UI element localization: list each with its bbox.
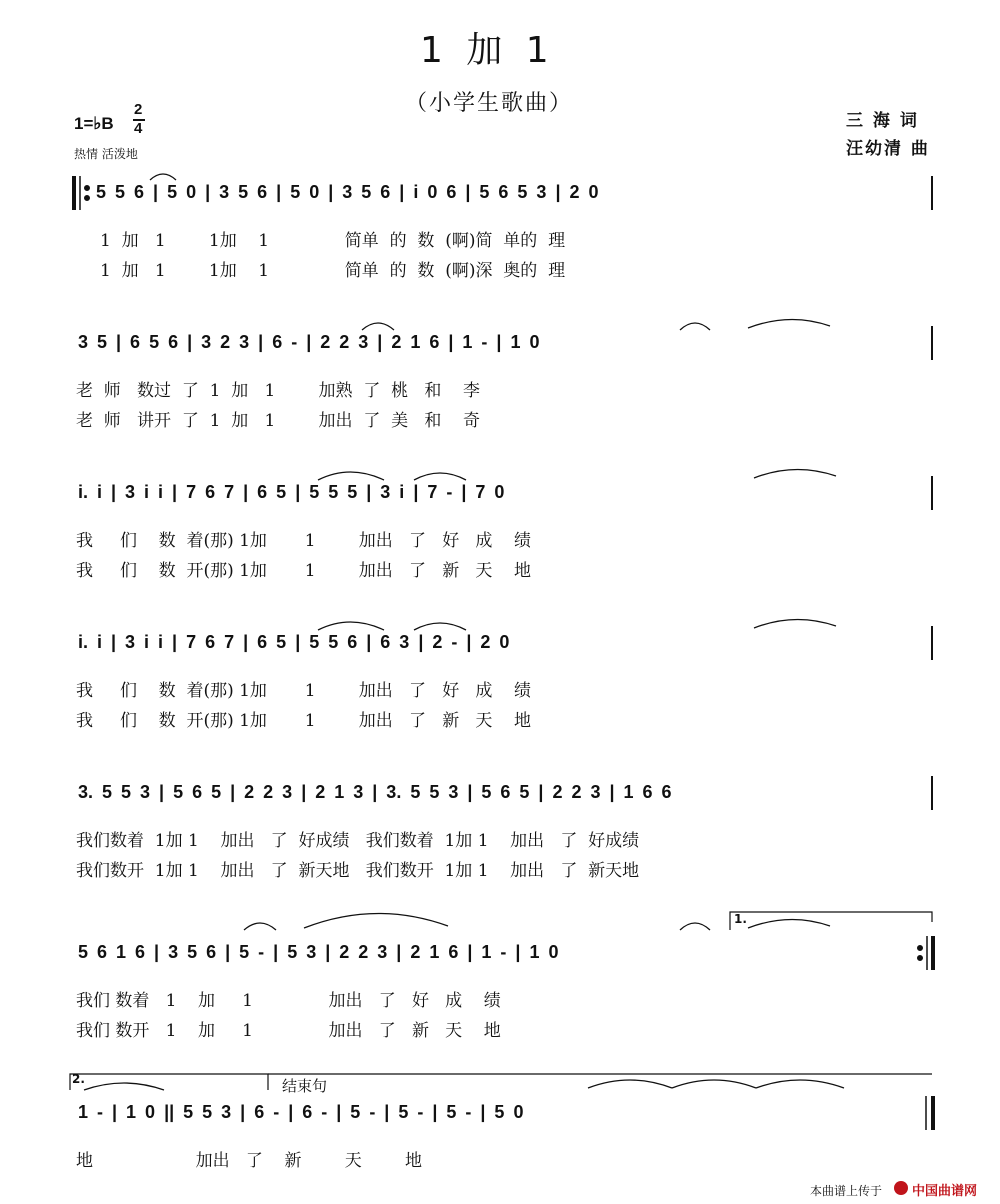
key-signature: 1=♭B (74, 114, 114, 133)
site-logo-icon (894, 1181, 908, 1195)
lyric-line: 老 师 讲开 了 1 加 1 加出 了 美 和 奇 (76, 411, 480, 431)
lyric-line: 我 们 数 开(那) 1加 1 加出 了 新 天 地 (76, 561, 532, 581)
lyric-line: 1 加 1 1加 1 简单 的 数 (啊)深 奥的 理 (100, 261, 566, 281)
tempo-marking: 热情 活泼地 (74, 147, 138, 161)
song-subtitle: （小学生歌曲） (405, 91, 574, 116)
time-signature-bottom: 4 (134, 120, 143, 137)
notation-line: 5 5 6 | 5 0 | 3 5 6 | 5 0 | 3 5 6 | i 0 6 | 5 6 5 3 | 2 0 (96, 182, 599, 202)
lyric-line: 我 们 数 着(那) 1加 1 加出 了 好 成 绩 (76, 531, 532, 551)
time-signature-top: 2 (134, 101, 143, 118)
notation-line: i. i | 3 i i | 7 6 7 | 6 5 | 5 5 5 | 3 i | 7 - | 7 0 (78, 482, 505, 502)
song-title: 1 加 1 (420, 30, 555, 71)
lyric-line: 老 师 数过 了 1 加 1 加熟 了 桃 和 李 (76, 381, 480, 401)
lyric-line: 我们 数着 1 加 1 加出 了 好 成 绩 (76, 991, 501, 1011)
ending-label: 结束句 (282, 1077, 328, 1095)
notation-line: 1 - | 1 0 || 5 5 3 | 6 - | 6 - | 5 - | 5 - | 5 - | 5 0 (78, 1102, 524, 1122)
lyric-line: 我们数开 1加 1 加出 了 新天地 我们数开 1加 1 加出 了 新天地 (76, 861, 640, 881)
volta-one-label: 1. (734, 912, 747, 926)
composer-credit: 汪幼清 曲 (846, 139, 930, 159)
lyric-line: 我 们 数 开(那) 1加 1 加出 了 新 天 地 (76, 711, 532, 731)
lyric-line: 地 加出 了 新 天 地 (76, 1151, 422, 1171)
notation-line: 3. 5 5 3 | 5 6 5 | 2 2 3 | 2 1 3 | 3. 5 5 3 | 5 6 5 | 2 2 3 | 1 6 6 (78, 782, 672, 802)
lyric-line: 我们 数开 1 加 1 加出 了 新 天 地 (76, 1021, 501, 1041)
volta-two-label: 2. (72, 1072, 85, 1086)
notation-line: i. i | 3 i i | 7 6 7 | 6 5 | 5 5 6 | 6 3 | 2 - | 2 0 (78, 632, 510, 652)
lyric-line: 我们数着 1加 1 加出 了 好成绩 我们数着 1加 1 加出 了 好成绩 (76, 831, 640, 851)
upload-note: 本曲谱上传于 (810, 1184, 883, 1198)
site-name-link[interactable]: 中国曲谱网 (912, 1184, 978, 1199)
notation-line: 3 5 | 6 5 6 | 3 2 3 | 6 - | 2 2 3 | 2 1 6 | 1 - | 1 0 (78, 332, 540, 352)
lyricist-credit: 三 海 词 (846, 111, 919, 131)
lyric-line: 1 加 1 1加 1 简单 的 数 (啊)简 单的 理 (100, 231, 566, 251)
lyric-line: 我 们 数 着(那) 1加 1 加出 了 好 成 绩 (76, 681, 532, 701)
notation-line: 5 6 1 6 | 3 5 6 | 5 - | 5 3 | 2 2 3 | 2 1 6 | 1 - | 1 0 (78, 942, 559, 962)
